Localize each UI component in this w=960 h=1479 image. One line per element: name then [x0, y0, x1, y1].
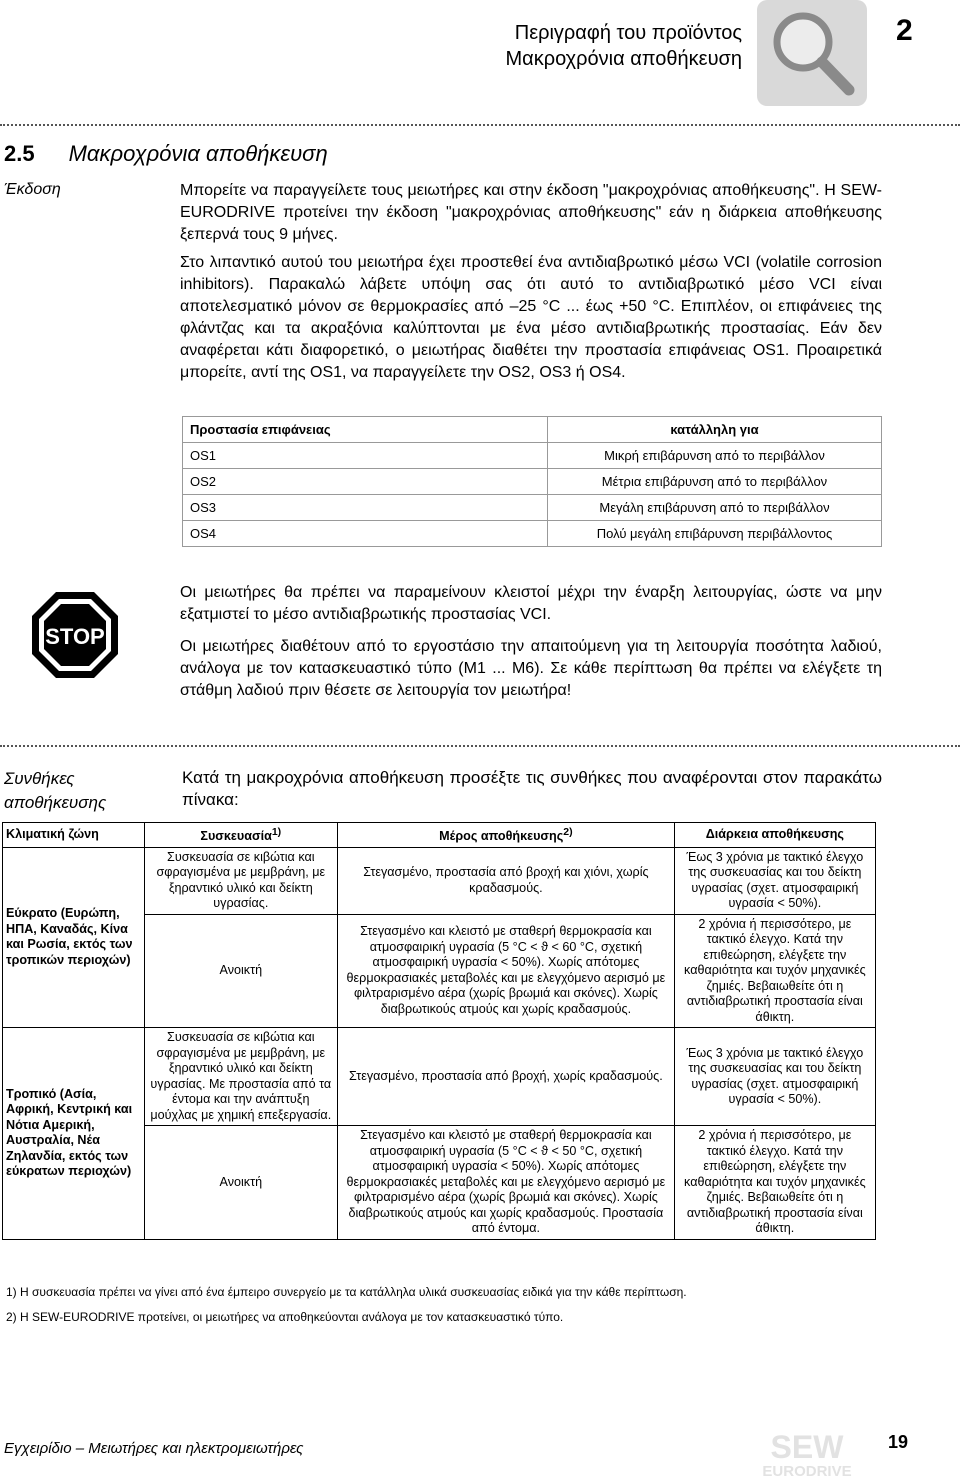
paragraph: Στο λιπαντικό αυτού του μειωτήρα έχει προστεθεί ένα αντιδιαβρωτικό μέσω VCI (volatile corrosion inhibitors). Παρακαλώ λάβετε υπόψη σας ότι αυτό το αντιδιαβρωτικό μέσο VCI είναι αποτελεσματικό μόνον σε θερμοκρασίες από –25 °C ... έως +50 °C. Επιπλέον, οι επιφάνειες της φλάντζας και τα ακραξόνια καλύπτονται με ένα μέσο αντιδιαβρωτικής προστασίας. Εάν δεν αναφέρεται κάτι διαφορετικό, ο μειωτήρας διαθέτει την προστασία επιφάνειας OS1. Προαιρετικά μπορείτε, αντί της OS1, να παραγγείλετε την OS2, OS3 ή OS4.	[180, 254, 882, 381]
version-label: Έκδοση	[4, 181, 61, 198]
conditions-label-line: αποθήκευσης	[4, 793, 107, 812]
divider	[0, 745, 960, 747]
footnote: 1) Η συσκευασία πρέπει να γίνει από ένα έμπειρο συνεργείο με τα κατάλληλα υλικά συσκευασίας ειδικά για την κάθε περίπτωση.	[6, 1285, 687, 1299]
table-header: Προστασία επιφάνειας	[183, 417, 548, 443]
page-number: 19	[888, 1432, 909, 1452]
table-cell: 2 χρόνια ή περισσότερο, με τακτικό έλεγχο. Κατά την επιθεώρηση, ελέγξετε την καθαριότητα και τυχόν μηχανικές ζημιές. Βεβαιωθείτε ότι η αντιδιαβρωτική προστασία είναι άθικτη.	[674, 914, 875, 1028]
surface-protection-table	[182, 416, 882, 547]
conditions-text: Κατά τη μακροχρόνια αποθήκευση προσέξτε τις συνθήκες που αναφέρονται στον παρακάτω πίνακα:	[182, 768, 882, 809]
paragraph: Μπορείτε να παραγγείλετε τους μειωτήρες και στην έκδοση "μακροχρόνιας αποθήκευσης". Η SEW-EURODRIVE προτείνει την έκδοση "μακροχρόνιας αποθήκευσης" εάν η διάρκεια αποθήκευσης ξεπερνά τους 9 μήνες.	[180, 182, 882, 243]
table-row	[3, 1028, 876, 1126]
paragraph: Οι μειωτήρες θα πρέπει να παραμείνουν κλειστοί μέχρι την έναρξη λειτουργίας, ώστε να μην εξατμιστεί το μέσο αντιδιαβρωτικής προστασίας VCI.	[180, 584, 882, 623]
climate-zone: Εύκρατο (Ευρώπη, ΗΠΑ, Καναδάς, Κίνα και Ρωσία, εκτός των τροπικών περιοχών)	[3, 847, 145, 1028]
table-cell: Πολύ μεγάλη επιβάρυνση περιβάλλοντος	[548, 521, 882, 547]
table-cell: Συσκευασία σε κιβώτια και σφραγισμένα με μεμβράνη, με ξηραντικό υλικό και δείκτη υγρασίας.	[144, 847, 338, 914]
table-cell: Συσκευασία σε κιβώτια και σφραγισμένα με μεμβράνη, με ξηραντικό υλικό και δείκτη υγρασίας. Με προστασία από τα έντομα και την ανάπτυξη μούχλας με χημική επεξεργασία.	[144, 1028, 338, 1126]
section-body	[180, 180, 882, 390]
footer-rest: – Μειωτήρες και ηλεκτρομειωτήρες	[71, 1440, 304, 1457]
table-header: κατάλληλη για	[548, 417, 882, 443]
table-row	[183, 469, 882, 495]
table-cell: Ανοικτή	[144, 914, 338, 1028]
table-header-row	[183, 417, 882, 443]
footer-manual-title	[4, 1440, 303, 1457]
sew-eurodrive-logo	[752, 1428, 862, 1479]
climate-zone: Τροπικό (Ασία, Αφρική, Κεντρική και Νότια Αμερική, Αυστραλία, Νέα Ζηλανδία, εκτός των εύκρατων περιοχών)	[3, 1028, 145, 1240]
table-cell: Στεγασμένο και κλειστό με σταθερή θερμοκρασία και ατμοσφαιρική υγρασία (5 °C < ϑ < 50 °C, σχετική ατμοσφαιρική υγρασία < 50%). Χωρίς απότομες θερμοκρασιακές μεταβολές και με ελεγχόμενο αερισμό με φιλτραρισμένο αέρα (χωρίς βρωμιά και σκόνες). Χωρίς διαβρωτικούς ατμούς και χωρίς κραδασμούς. Προστασία από έντομα.	[338, 1126, 675, 1240]
storage-conditions-table	[2, 822, 876, 1240]
table-header	[338, 823, 675, 848]
table-cell: OS4	[183, 521, 548, 547]
stop-sign-icon	[30, 590, 120, 680]
table-cell: 2 χρόνια ή περισσότερο, με τακτικό έλεγχο. Κατά την επιθεώρηση, ελέγξετε την καθαριότητα και τυχόν μηχανικές ζημιές. Βεβαιωθείτε ότι η αντιδιαβρωτική προστασία είναι άθικτη.	[674, 1126, 875, 1240]
chapter-number: 2	[896, 14, 913, 47]
divider	[0, 124, 960, 126]
table-cell: Στεγασμένο και κλειστό με σταθερή θερμοκρασία και ατμοσφαιρική υγρασία (5 °C < ϑ < 60 °C, σχετική ατμοσφαιρική υγρασία < 50%). Χωρίς απότομες θερμοκρασιακές μεταβολές και με ελεγχόμενο αερισμό με φιλτραρισμένο αέρα (χωρίς βρωμιά και σκόνες). Χωρίς διαβρωτικούς ατμούς και χωρίς κραδασμούς.	[338, 914, 675, 1028]
table-row	[183, 521, 882, 547]
table-cell: Έως 3 χρόνια με τακτικό έλεγχο της συσκευασίας και του δείκτη υγρασίας (σχετ. ατμοσφαιρική υγρασία < 50%).	[674, 847, 875, 914]
table-cell: Μέτρια επιβάρυνση από το περιβάλλον	[548, 469, 882, 495]
footnote: 2) Η SEW-EURODRIVE προτείνει, οι μειωτήρες να αποθηκεύονται ανάλογα με τον κατασκευαστικό τύπο.	[6, 1310, 564, 1324]
warning-text	[180, 582, 882, 712]
header-text: Μέρος αποθήκευσης	[439, 829, 564, 844]
conditions-label	[4, 767, 106, 815]
table-row	[183, 443, 882, 469]
footnote-ref: 1)	[271, 826, 282, 838]
table-cell: Ανοικτή	[144, 1126, 338, 1240]
magnifier-icon	[757, 0, 867, 106]
header-title-block	[505, 20, 742, 72]
table-row	[183, 495, 882, 521]
logo-line: SEW	[770, 1429, 844, 1465]
header-title: Περιγραφή του προϊόντος	[514, 22, 742, 44]
table-row	[3, 847, 876, 914]
table-header: Διάρκεια αποθήκευσης	[674, 823, 875, 848]
footer-lead: Εγχειρίδιο	[4, 1440, 72, 1457]
section-heading	[4, 140, 328, 168]
section-title: Μακροχρόνια αποθήκευση	[68, 141, 328, 166]
table-cell: Στεγασμένο, προστασία από βροχή και χιόνι, χωρίς κραδασμούς.	[338, 847, 675, 914]
table-cell: OS1	[183, 443, 548, 469]
table-header	[144, 823, 338, 848]
header-text: Συσκευασία	[200, 829, 272, 844]
table-header-row	[3, 823, 876, 848]
table-cell: Έως 3 χρόνια με τακτικό έλεγχο της συσκευασίας και του δείκτη υγρασίας (σχετ. ατμοσφαιρική υγρασία < 50%).	[674, 1028, 875, 1126]
section-number: 2.5	[4, 141, 35, 166]
footnote-ref: 2)	[563, 826, 573, 838]
table-cell: Στεγασμένο, προστασία από βροχή, χωρίς κραδασμούς.	[338, 1028, 675, 1126]
conditions-label-line: Συνθήκες	[4, 769, 75, 788]
table-cell: OS2	[183, 469, 548, 495]
header-subtitle: Μακροχρόνια αποθήκευση	[505, 48, 742, 70]
table-header: Κλιματική ζώνη	[3, 823, 145, 848]
table-cell: Μικρή επιβάρυνση από το περιβάλλον	[548, 443, 882, 469]
stop-text: STOP	[45, 624, 105, 649]
table-cell: OS3	[183, 495, 548, 521]
table-cell: Μεγάλη επιβάρυνση από το περιβάλλον	[548, 495, 882, 521]
logo-line: EURODRIVE	[762, 1463, 852, 1479]
paragraph: Οι μειωτήρες διαθέτουν από το εργοστάσιο την απαιτούμενη για τη λειτουργία ποσότητα λαδιού, ανάλογα με τον κατασκευαστικό τύπο (M1 ... M6). Σε κάθε περίπτωση θα πρέπει να ελέγξετε τη στάθμη λαδιού πριν θέσετε σε λειτουργία τον μειωτήρα!	[180, 638, 882, 699]
